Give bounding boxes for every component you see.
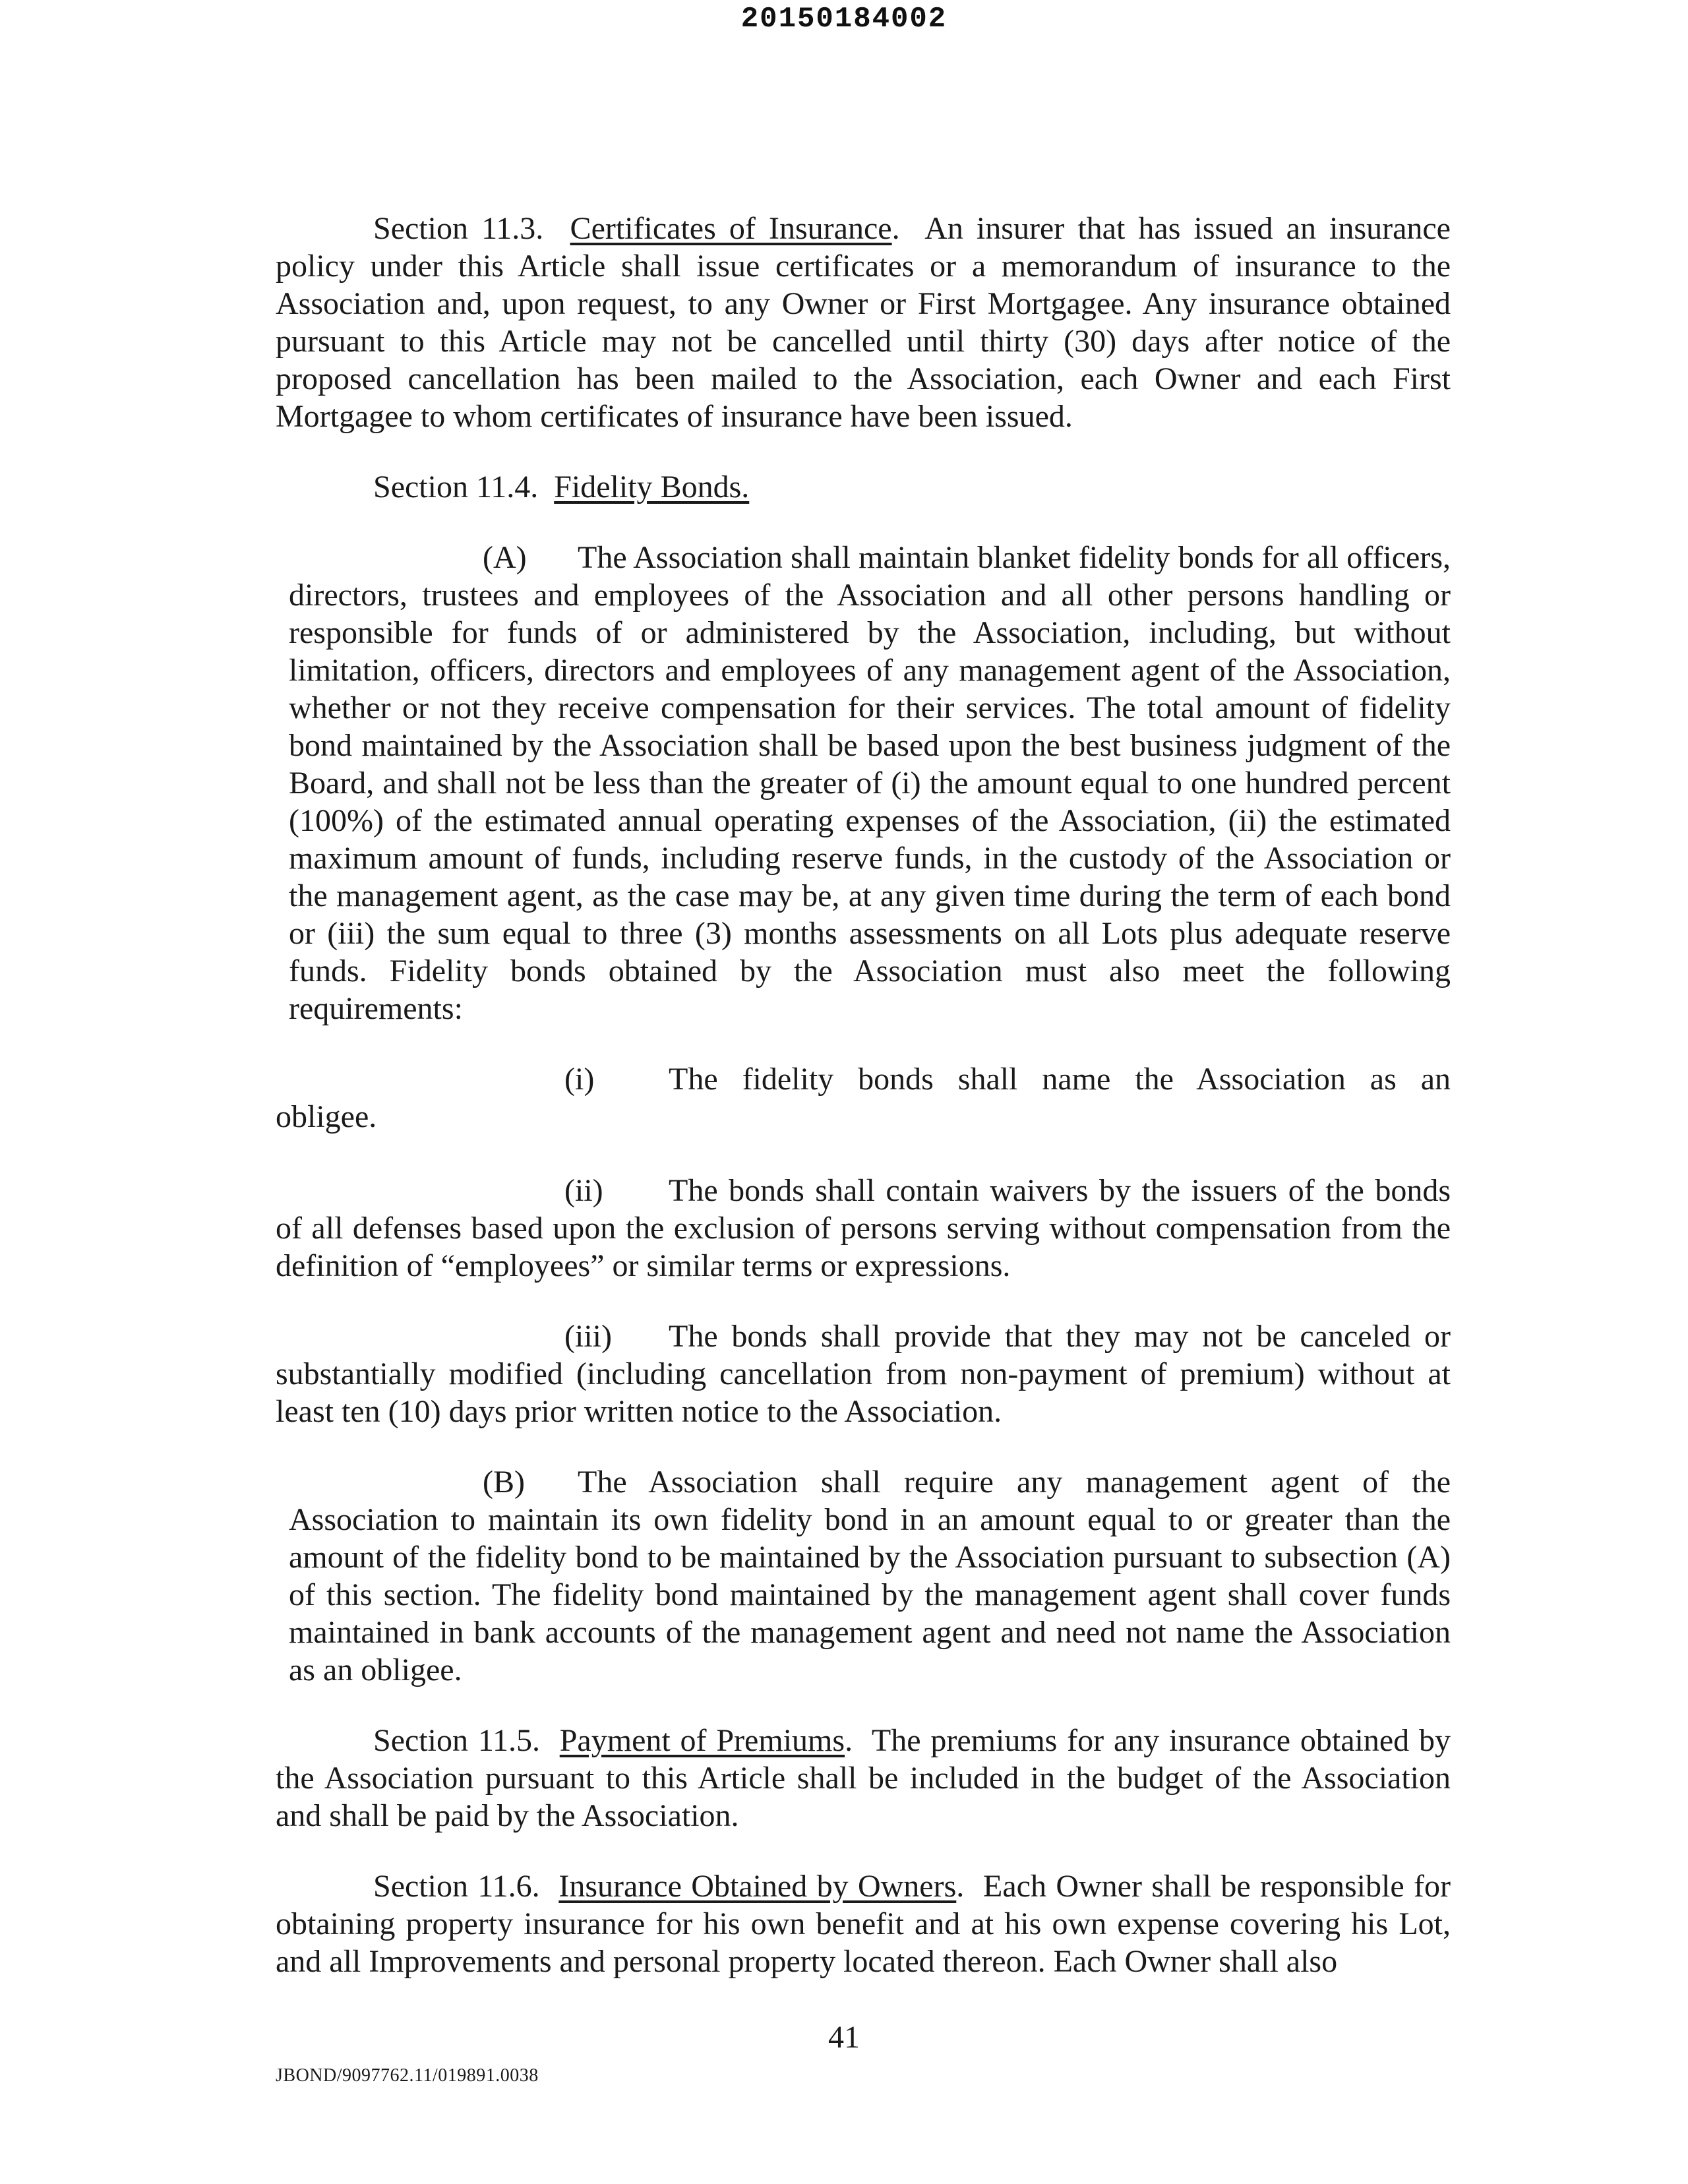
- item-iii: [276, 1318, 1451, 1430]
- section-11-6-label: Section 11.6.: [373, 1869, 540, 1904]
- item-i: [0, 1060, 1688, 1136]
- section-11-5-title-period: .: [845, 1723, 853, 1758]
- document-number: 20150184002: [740, 3, 948, 36]
- subsection-a-label: (A): [483, 540, 527, 575]
- page-body: [0, 210, 1688, 1980]
- section-11-5-label: Section 11.5.: [373, 1723, 541, 1758]
- section-11-4-title: Fidelity Bonds.: [554, 470, 750, 504]
- section-11-6: [276, 1867, 1451, 1980]
- subsection-a: [289, 539, 1451, 1027]
- item-i-line1: [564, 1060, 1451, 1098]
- item-i-text: The fidelity bonds shall name the Association as an: [669, 1062, 1451, 1097]
- section-11-5-text: The premiums for any insurance obtained by the Association pursuant to this Article shall be included in the budget of the Association and shall be paid by the Association.: [276, 1723, 1451, 1833]
- section-11-5-title: Payment of Premiums: [559, 1723, 845, 1758]
- subsection-b-text: The Association shall require any management agent of the Association to maintain its own fidelity bond in an amount equal to or greater than the amount of the fidelity bond to be maintained by the Association pursuant to subsection (A) of this section. The fidelity bond maintained by the management agent shall cover funds maintained in bank accounts of the management agent and need not name the Association as an obligee.: [289, 1465, 1451, 1687]
- subsection-b-label: (B): [483, 1465, 525, 1500]
- document-code: JBOND/9097762.11/019891.0038: [276, 2065, 539, 2086]
- section-11-3-title: Certificates of Insurance: [570, 211, 892, 246]
- section-11-3-text: An insurer that has issued an insurance policy under this Article shall issue certificates or a memorandum of insurance to the Association and, upon request, to any Owner or First Mortgagee. Any insurance obtained pursuant to this Article may not be cancelled until thirty (30) days after notice of the proposed cancellation has been mailed to the Association, each Owner and each First Mortgagee to whom certificates of insurance have been issued.: [276, 211, 1451, 434]
- page-number: 41: [828, 2020, 860, 2055]
- item-ii-text: The bonds shall contain waivers by the issuers of the bonds of all defenses based upon the exclusion of persons serving without compensation from the definition of “employees” or similar terms or expressions.: [276, 1173, 1451, 1283]
- section-11-3: [276, 210, 1451, 435]
- subsection-a-text: The Association shall maintain blanket fidelity bonds for all officers, directors, trustees and employees of the Association and all other persons handling or responsible for funds of or administered by the Association, including, but without limitation, officers, directors and employees of any management agent of the Association, whether or not they receive compensation for their services. The total amount of fidelity bond maintained by the Association shall be based upon the best business judgment of the Board, and shall not be less than the greater of (i) the amount equal to one hundred percent (100%) of the estimated annual operating expenses of the Association, (ii) the estimated maximum amount of funds, including reserve funds, in the custody of the Association or the management agent, as the case may be, at any given time during the term of each bond or (iii) the sum equal to three (3) months assessments on all Lots plus adequate reserve funds. Fidelity bonds obtained by the Association must also meet the following requirements:: [289, 540, 1451, 1026]
- item-ii-label: (ii): [564, 1173, 603, 1208]
- section-11-6-text: Each Owner shall be responsible for obtaining property insurance for his own benefit and at his own expense covering his Lot, and all Improvements and personal property located thereon. Each Owner shall also: [276, 1869, 1451, 1979]
- item-iii-text: The bonds shall provide that they may not be canceled or substantially modified (including cancellation from non-payment of premium) without at least ten (10) days prior written notice to the Association.: [276, 1319, 1451, 1429]
- section-11-3-label: Section 11.3.: [373, 211, 544, 246]
- section-11-4-heading: [373, 468, 1688, 506]
- section-11-4-label: Section 11.4.: [373, 470, 539, 504]
- section-11-5: [276, 1722, 1451, 1835]
- section-11-6-title: Insurance Obtained by Owners: [558, 1869, 957, 1904]
- section-11-3-title-period: .: [891, 211, 900, 246]
- subsection-b: [289, 1463, 1451, 1689]
- item-ii: [276, 1172, 1451, 1285]
- section-11-6-title-period: .: [956, 1869, 965, 1904]
- item-i-line2: obligee.: [276, 1099, 377, 1134]
- item-iii-label: (iii): [564, 1319, 612, 1354]
- item-i-label: (i): [564, 1062, 595, 1097]
